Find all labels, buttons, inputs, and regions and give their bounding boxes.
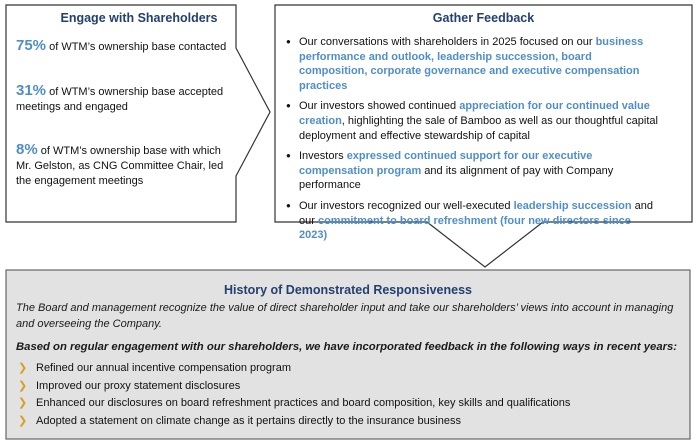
history-item: ❯ Enhanced our disclosures on board refreshment practices and board composition, key skills and qualifications xyxy=(16,395,681,413)
chevron-right-icon: ❯ xyxy=(18,379,28,392)
history-item: ❯ Refined our annual incentive compensation program xyxy=(16,360,681,378)
stat-led-pct: 8% xyxy=(16,141,38,158)
stat-contacted xyxy=(16,38,231,55)
chevron-right-icon: ❯ xyxy=(18,362,28,374)
stat-led-text: of WTM’s ownership base with which Mr. Gelston, as CNG Committee Chair, led the engagement meetings xyxy=(16,145,224,187)
history-title: History of Demonstrated Responsiveness xyxy=(224,283,472,297)
history-intro: The Board and management recognize the value of direct shareholder input and take our shareholders’ views into account in managing and overseeing the Company. xyxy=(16,302,674,330)
history-item: ❯ Improved our proxy statement disclosures xyxy=(16,378,681,396)
history-subheading: Based on regular engagement with our shareholders, we have incorporated feedback in the following ways in recent years: xyxy=(16,341,678,353)
stat-engaged-pct: 31% xyxy=(16,82,47,99)
feedback-item: ● Our conversations with shareholders in 2025 focused on our business performance and outlook, leadership succession, board composition, corporate governance and executive compensation practices xyxy=(286,35,658,93)
stat-led xyxy=(16,142,231,189)
history-item: ❯ Adopted a statement on climate change as it pertains directly to the insurance business xyxy=(16,413,681,431)
stat-engaged-text: of WTM’s ownership base accepted meetings and engaged xyxy=(16,86,224,113)
feedback-item: ● Investors expressed continued support for our executive compensation program and its alignment of pay with Company performance xyxy=(286,149,658,193)
feedback-title: Gather Feedback xyxy=(432,11,535,25)
stat-engaged xyxy=(16,83,231,115)
chevron-right-icon: ❯ xyxy=(18,397,28,409)
stat-contacted-text: of WTM’s ownership base contacted xyxy=(49,41,227,53)
chevron-right-icon: ❯ xyxy=(18,414,28,427)
feedback-item: ● Our investors recognized our well-executed leadership succession and our commitment to board refreshment (four new directors since 2023) xyxy=(286,199,658,243)
feedback-list xyxy=(286,35,658,249)
engage-title: Engage with Shareholders xyxy=(60,11,218,25)
feedback-item: ● Our investors showed continued appreciation for our continued value creation, highlighting the sale of Bamboo as well as our thoughtful capital deployment and effective stewardship of capital xyxy=(286,99,658,143)
stat-contacted-pct: 75% xyxy=(16,37,47,54)
history-list xyxy=(16,360,681,430)
